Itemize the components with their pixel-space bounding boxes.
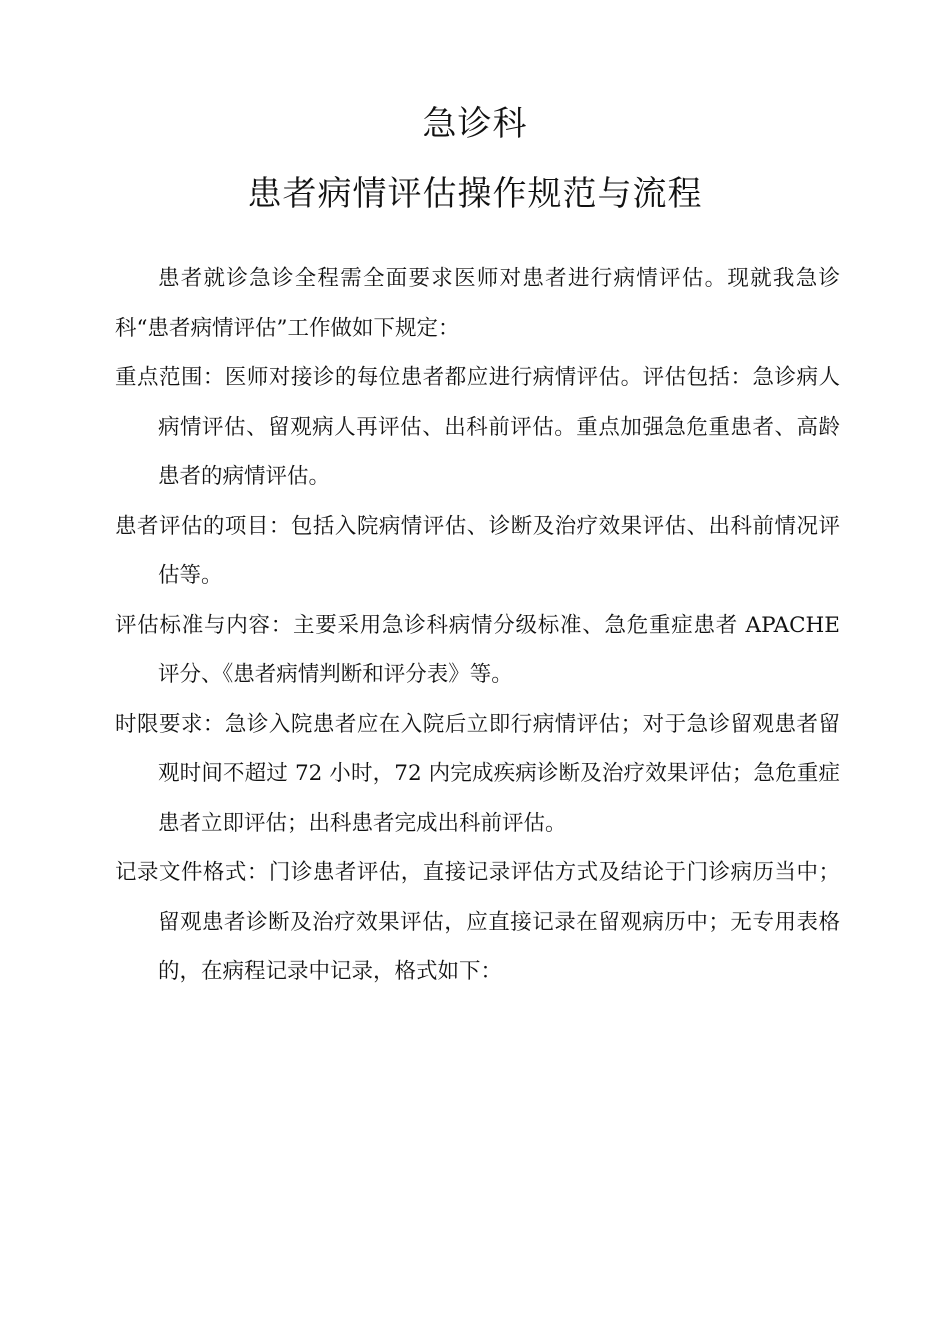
item-text: 门诊患者评估，直接记录评估方式及结论于门诊病历当中；留观患者诊断及治疗效果评估，应直接记录在留观病历中；无专用表格的，在病程记录中记录，格式如下： <box>158 860 840 984</box>
item-text: 主要采用急诊科病情分级标准、急危重症患者 APACHE 评分、《患者病情判断和评分表》等。 <box>158 612 840 687</box>
item-standards <box>115 601 840 700</box>
item-label: 评估标准与内容： <box>115 612 293 638</box>
item-text: 医师对接诊的每位患者都应进行病情评估。评估包括：急诊病人病情评估、留观病人再评估、出科前评估。重点加强急危重患者、高龄患者的病情评估。 <box>158 365 840 489</box>
item-label: 重点范围： <box>115 365 225 390</box>
item-label: 时限要求： <box>115 711 225 737</box>
item-text: 急诊入院患者应在入院后立即行病情评估；对于急诊留观患者留观时间不超过 72 小时，72 内完成疾病诊断及治疗效果评估；急危重症患者立即评估；出科患者完成出科前评估。 <box>158 711 840 836</box>
item-key-scope <box>115 353 840 502</box>
item-assessment-items <box>115 502 840 601</box>
document-subtitle: 患者病情评估操作规范与流程 <box>247 174 703 214</box>
item-label: 患者评估的项目： <box>115 513 291 539</box>
document-title: 急诊科 <box>422 104 528 144</box>
item-record-format <box>115 848 840 997</box>
document-body <box>115 254 840 997</box>
item-label: 记录文件格式： <box>115 860 269 885</box>
intro-paragraph: 患者就诊急诊全程需全面要求医师对患者进行病情评估。现就我急诊科“患者病情评估”工作做如下规定： <box>115 266 840 341</box>
item-time-limits <box>115 700 840 849</box>
item-text: 包括入院病情评估、诊断及治疗效果评估、出科前情况评估等。 <box>158 513 840 588</box>
